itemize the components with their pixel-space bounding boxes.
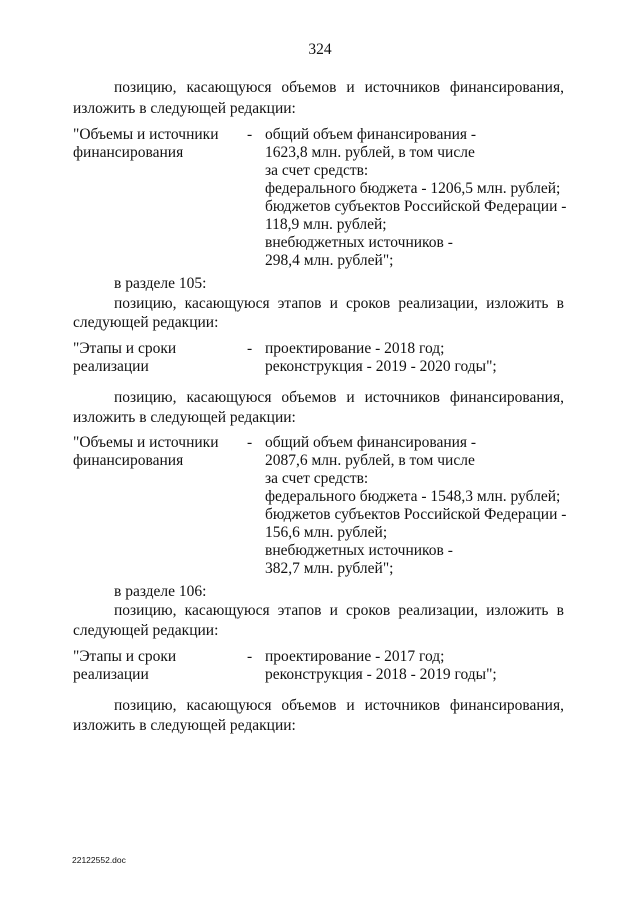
paragraph-2-line-2: следующей редакции:: [73, 314, 219, 331]
paragraph-2-line-1: [114, 295, 564, 313]
word: финансирования,: [449, 79, 564, 96]
block-1-value: внебюджетных источников -: [265, 234, 453, 251]
paragraph-5-line-2: изложить в следующей редакции:: [73, 717, 296, 734]
footer-filename: 22122552.doc: [72, 855, 126, 865]
word: и: [346, 389, 355, 406]
block-2-label: "Этапы и сроки: [73, 340, 177, 357]
block-3-value: бюджетов субъектов Российской Федерации -: [265, 506, 567, 523]
block-3-value: 156,6 млн. рублей;: [265, 524, 388, 541]
word: сроков: [346, 602, 391, 619]
paragraph-4-line-1: [114, 602, 564, 620]
word: финансирования,: [449, 697, 564, 714]
paragraph-1-line-2: изложить в следующей редакции:: [73, 100, 296, 117]
block-3-dash: -: [247, 434, 253, 451]
word: реализации,: [398, 295, 478, 312]
block-1-value: федерального бюджета - 1206,5 млн. рублей;: [265, 180, 561, 197]
block-3-value: 382,7 млн. рублей";: [265, 560, 394, 577]
paragraph-3-line-1: [114, 389, 564, 407]
block-3-label: финансирования: [73, 452, 184, 469]
block-3-value: общий объем финансирования -: [265, 434, 477, 451]
word: источников: [364, 79, 440, 96]
word: в: [556, 295, 564, 312]
block-3-value: внебюджетных источников -: [265, 542, 453, 559]
word: касающуюся: [186, 389, 272, 406]
block-2-dash: -: [247, 340, 253, 357]
page-number: 324: [308, 41, 332, 58]
word: сроков: [346, 295, 391, 312]
word: в: [556, 602, 564, 619]
paragraph-5-line-1: [114, 697, 564, 715]
word: касающуюся: [184, 602, 270, 619]
word: объемов: [281, 79, 337, 96]
word: источников: [364, 697, 440, 714]
word: и: [329, 295, 338, 312]
block-4-value: реконструкция - 2018 - 2019 годы";: [265, 666, 497, 683]
word: позицию,: [114, 389, 177, 406]
block-4-label: реализации: [73, 666, 149, 683]
word: касающуюся: [184, 295, 270, 312]
word: этапов: [277, 295, 322, 312]
block-2-value: проектирование - 2018 год;: [265, 340, 445, 357]
block-2-value: реконструкция - 2019 - 2020 годы";: [265, 358, 497, 375]
word: позицию,: [114, 602, 177, 619]
block-1-value: 1623,8 млн. рублей, в том числе: [265, 144, 475, 161]
block-1-value: бюджетов субъектов Российской Федерации -: [265, 198, 567, 215]
word: и: [346, 79, 355, 96]
block-1-value: 298,4 млн. рублей";: [265, 252, 394, 269]
paragraph-3-line-2: изложить в следующей редакции:: [73, 409, 296, 426]
block-1-label: финансирования: [73, 144, 184, 161]
word: и: [346, 697, 355, 714]
word: этапов: [277, 602, 322, 619]
paragraph-4-line-2: следующей редакции:: [73, 622, 219, 639]
word: позицию,: [114, 697, 177, 714]
word: касающуюся: [186, 79, 272, 96]
block-1-label: "Объемы и источники: [73, 126, 219, 143]
block-4-label: "Этапы и сроки: [73, 648, 177, 665]
paragraph-1-line-1: [114, 79, 564, 97]
word: объемов: [281, 697, 337, 714]
section-105-heading: в разделе 105:: [114, 275, 207, 292]
word: касающуюся: [186, 697, 272, 714]
block-3-value: федерального бюджета - 1548,3 млн. рублей;: [265, 488, 561, 505]
block-3-value: 2087,6 млн. рублей, в том числе: [265, 452, 475, 469]
word: и: [329, 602, 338, 619]
block-2-label: реализации: [73, 358, 149, 375]
block-1-value: общий объем финансирования -: [265, 126, 477, 143]
block-4-dash: -: [247, 648, 253, 665]
section-106-heading: в разделе 106:: [114, 583, 207, 600]
word: позицию,: [114, 295, 177, 312]
word: источников: [364, 389, 440, 406]
block-4-value: проектирование - 2017 год;: [265, 648, 445, 665]
block-3-label: "Объемы и источники: [73, 434, 219, 451]
block-3-value: за счет средств:: [265, 470, 369, 487]
block-1-value: 118,9 млн. рублей;: [265, 216, 387, 233]
block-1-dash: -: [247, 126, 253, 143]
word: позицию,: [114, 79, 177, 96]
word: объемов: [281, 389, 337, 406]
word: финансирования,: [449, 389, 564, 406]
word: изложить: [486, 602, 549, 619]
block-1-value: за счет средств:: [265, 162, 369, 179]
word: изложить: [486, 295, 549, 312]
word: реализации,: [398, 602, 478, 619]
